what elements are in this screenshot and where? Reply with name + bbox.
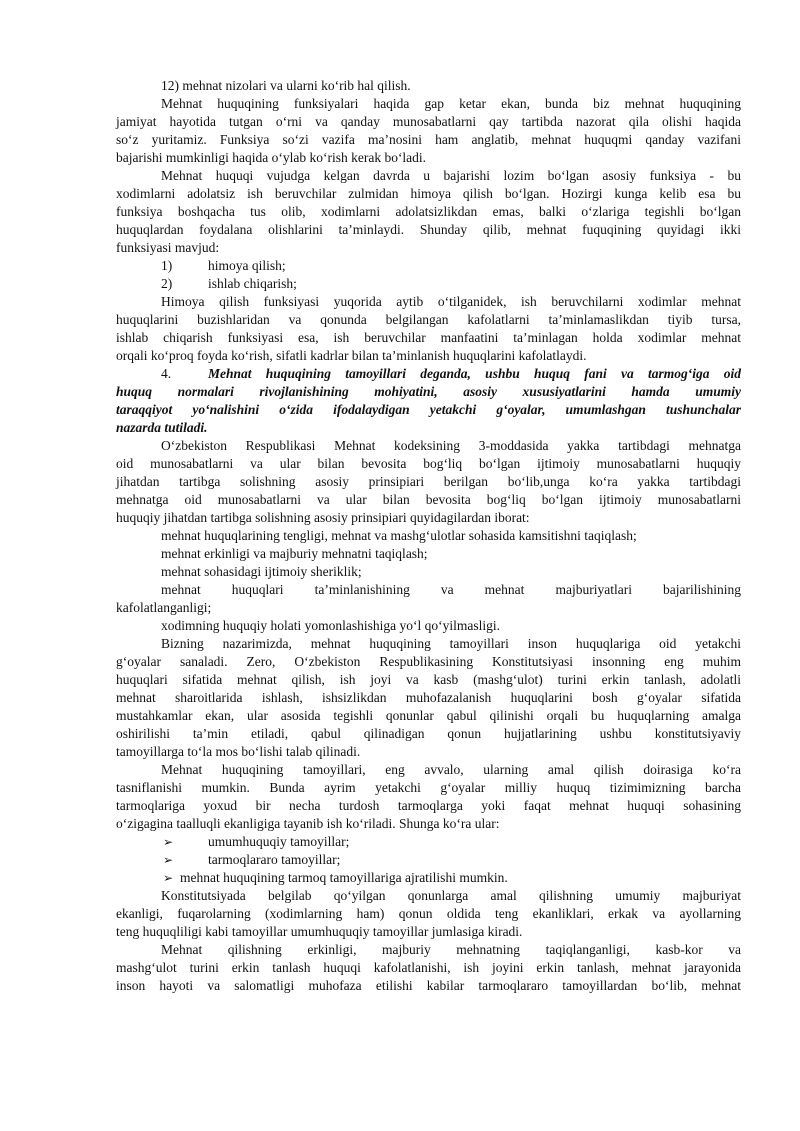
- list-number: 2): [161, 276, 173, 291]
- section-heading-line: nazarda tutiladi.: [116, 420, 208, 435]
- arrow-bullet-icon: ➢: [163, 853, 174, 867]
- paragraph-line: ekanligi, fuqarolarning (xodimlarning ham) qonun oldida teng ekanliklari, erkak va ayollarning: [116, 906, 741, 921]
- section-heading-line: taraqqiyot yo‘nalishini o‘zida ifodalaydigan yetakchi g‘oyalar, umumlashgan tushunchalar: [116, 402, 741, 417]
- paragraph-line: tasniflanishi mumkin. Bunda ayrim yetakchi g‘oyalar milliy huquq tizimimizning barcha: [116, 780, 741, 795]
- paragraph-line: jamiyat hayotida tutgan o‘rni va qanday munosabatlarni qay tartibda nazorat qila olishi haqida: [116, 114, 741, 129]
- section-heading-line: Mehnat huquqining tamoyillari deganda, ushbu huquq fani va tarmog‘iga oid: [208, 366, 741, 381]
- arrow-bullet-icon: ➢: [163, 835, 174, 849]
- paragraph-line: oid munosabatlarni va ular bilan bevosita bog‘liq bo‘lgan ijtimoiy munosabatlarni huquqiy: [116, 456, 741, 471]
- paragraph-line: huquqlarini buzishlaridan va qonunda belgilangan kafolatlarni ta’minlamaslikdan tiyib tursa,: [116, 312, 741, 327]
- paragraph-line: mehnatga oid munosabatlarni va ular bilan bevosita bog‘liq bo‘lgan ijtimoiy munosabatlarni: [116, 492, 741, 507]
- list-item-function: ishlab chiqarish;: [208, 276, 297, 291]
- list-item-12: 12) mehnat nizolari va ularni ko‘rib hal qilish.: [161, 78, 411, 93]
- paragraph-line: Konstitutsiyada belgilab qo‘yilgan qonunlarga amal qilishning umumiy majburiyat: [161, 888, 741, 903]
- paragraph-line: Bizning nazarimizda, mehnat huquqining tamoyillari inson huquqlariga oid yetakchi: [161, 636, 741, 651]
- paragraph-line: ishlab chiqarish funksiyasi esa, ish beruvchilar manfaatini ta’minlagan holda xodimlar mehnat: [116, 330, 741, 345]
- paragraph-line: jihatdan tartibga solishning asosiy prinsipiari berilgan bo‘lib,unga ko‘ra yakka tartibdagi: [116, 474, 741, 489]
- paragraph-line: g‘oyalar sanaladi. Zero, O‘zbekiston Respublikasining Konstitutsiyasi insonning eng muhim: [116, 654, 741, 669]
- paragraph-line: mehnat sharoitlarida ishlash, ishsizlikdan muhofazalanish huquqlarini bosh g‘oyalar sifatida: [116, 690, 741, 705]
- paragraph-line: o‘zigagina taalluqli ekanligiga tayanib ish ko‘riladi. Shunga ko‘ra ular:: [116, 816, 500, 831]
- paragraph-line: Mehnat huquqining funksiyalari haqida gap ketar ekan, bunda biz mehnat huquqining: [161, 96, 741, 111]
- paragraph-line: Mehnat huquqining tamoyillari, eng avvalo, ularning amal qilish doirasiga ko‘ra: [161, 762, 741, 777]
- paragraph-line: oshirilishi ta’min etiladi, qabul qilinadigan qonun hujjatlarining ushbu konstitutsiyaviy: [116, 726, 741, 741]
- paragraph-line: Mehnat huquqi vujudga kelgan davrda u bajarishi lozim bo‘lgan asosiy funksiya - bu: [161, 168, 741, 183]
- bullet-item: umumhuquqiy tamoyillar;: [208, 834, 350, 849]
- principle-item: mehnat huquqlarining tengligi, mehnat va mashg‘ulotlar sohasida kamsitishni taqiqlash;: [161, 528, 637, 543]
- arrow-bullet-icon: ➢: [163, 871, 174, 885]
- paragraph-line: xodimlarni adolatsiz ish beruvchilar zulmidan himoya qilish bo‘lgan. Hozirgi kunga kelib esa bu: [116, 186, 741, 201]
- paragraph-line: teng huquqliligi kabi tamoyillar umumhuquqiy tamoyillar jumlasiga kiradi.: [116, 924, 523, 939]
- paragraph-line: inson hayoti va salomatligi muhofaza etilishi kabilar tarmoqlararo tamoyillardan bo‘lib, mehnat: [116, 978, 741, 993]
- bullet-item: mehnat huquqining tarmoq tamoyillariga ajratilishi mumkin.: [180, 870, 508, 885]
- paragraph-line: Himoya qilish funksiyasi yuqorida aytib o‘tilganidek, ish beruvchilarni xodimlar mehnat: [161, 294, 741, 309]
- principle-item: kafolatlanganligi;: [116, 600, 212, 615]
- paragraph-line: mashg‘ulot turini erkin tanlash huquqi kafolatlanishi, ish joyini erkin tanlash, mehnat jarayonida: [116, 960, 741, 975]
- paragraph-line: orqali ko‘proq foyda ko‘rish, sifatli kadrlar bilan ta’minlanish huquqlarini kafolatlaydi.: [116, 348, 587, 363]
- paragraph-line: huquqlardan foydalana olishlarini ta’minlaydi. Shunday qilib, mehnat fuquqining quyidagi ikki: [116, 222, 741, 237]
- paragraph-line: tamoyillarga to‘la mos bo‘lishi talab qilinadi.: [116, 744, 361, 759]
- principle-item: mehnat erkinligi va majburiy mehnatni taqiqlash;: [161, 546, 428, 561]
- principle-item: xodimning huquqiy holati yomonlashishiga yo‘l qo‘yilmasligi.: [161, 618, 500, 633]
- list-item-function: himoya qilish;: [208, 258, 286, 273]
- principle-item: mehnat huquqlari ta’minlanishining va mehnat majburiyatlari bajarilishining: [161, 582, 741, 597]
- paragraph-line: mustahkamlar ekan, ular asosida tegishli qonunlar qabul qilinishi orqali bu huquqlarning amalga: [116, 708, 741, 723]
- paragraph-line: Mehnat qilishning erkinligi, majburiy mehnatning taqiqlanganligi, kasb-kor va: [161, 942, 741, 957]
- paragraph-line: so‘z yuritamiz. Funksiya so‘zi vazifa ma’nosini ham anglatib, mehnat huquqmi qanday vazifani: [116, 132, 741, 147]
- principle-item: mehnat sohasidagi ijtimoiy sheriklik;: [161, 564, 362, 579]
- paragraph-line: O‘zbekiston Respublikasi Mehnat kodeksining 3-moddasida yakka tartibdagi mehnatga: [161, 438, 741, 453]
- paragraph-line: tarmoqlariga yoxud bir necha turdosh tarmoqlarga yoki faqat mehnat huquqi sohasining: [116, 798, 741, 813]
- list-number: 1): [161, 258, 173, 273]
- paragraph-line: funksiyasi mavjud:: [116, 240, 220, 255]
- paragraph-line: huquqiy jihatdan tartibga solishning asosiy prinsipiari quyidagilardan iborat:: [116, 510, 530, 525]
- section-heading-line: huquq normalari rivojlanishining mohiyatini, asosiy xususiyatlarini hamda umumiy: [116, 384, 741, 399]
- paragraph-line: huquqlari sifatida mehnat qilish, ish joyi va kasb (mashg‘ulot) turini erkin tanlash, adolatli: [116, 672, 741, 687]
- paragraph-line: funksiya boshqacha tus olib, xodimlarni adolatsizlikdan emas, balki o‘zlariga tegishli bo‘lgan: [116, 204, 741, 219]
- paragraph-line: bajarishi mumkinligi haqida o‘ylab ko‘rish kerak bo‘ladi.: [116, 150, 427, 165]
- bullet-item: tarmoqlararo tamoyillar;: [208, 852, 341, 867]
- section-number: 4.: [161, 366, 172, 381]
